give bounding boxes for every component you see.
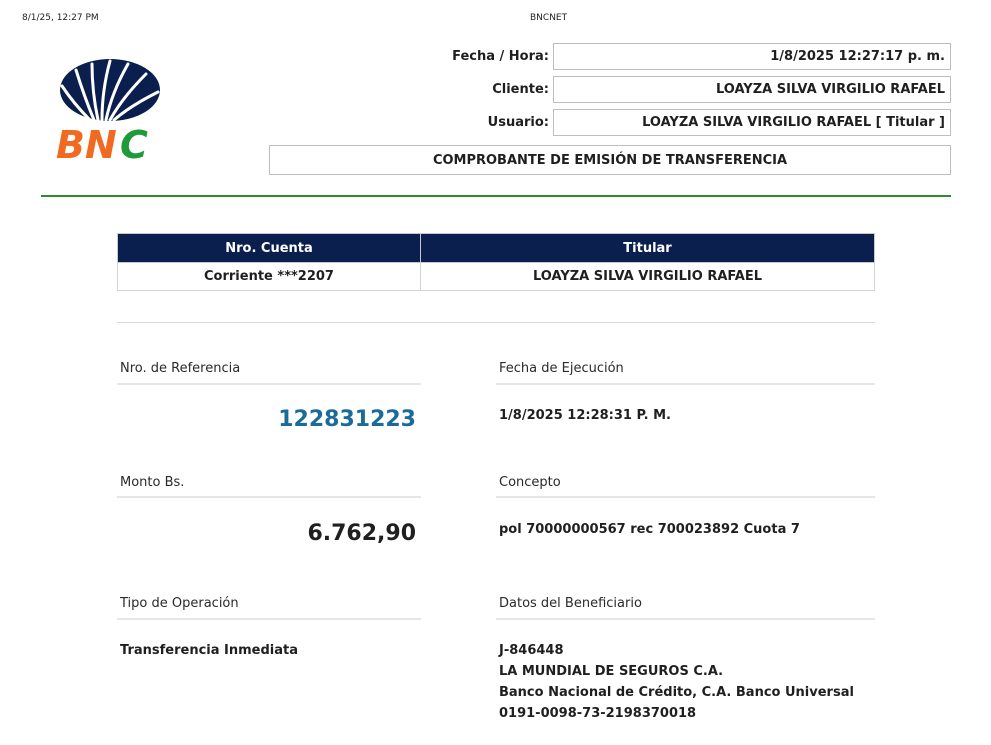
beneficiario-rule (496, 618, 875, 620)
beneficiario-account: 0191-0098-73-2198370018 (499, 706, 697, 721)
bnc-logo-graphic (54, 56, 166, 166)
fecha-hora-value: 1/8/2025 12:27:17 p. m. (553, 43, 951, 70)
fecha-ejecucion-label: Fecha de Ejecución (499, 361, 624, 376)
referencia-rule (117, 383, 421, 385)
tipo-operacion-value: Transferencia Inmediata (120, 643, 299, 658)
monto-value: 6.762,90 (307, 521, 416, 546)
svg-text:BN: BN (56, 123, 117, 166)
bnc-logo (54, 56, 166, 166)
holder-cell: LOAYZA SILVA VIRGILIO RAFAEL (421, 263, 875, 291)
tipo-operacion-rule (117, 618, 421, 620)
beneficiario-block (499, 640, 854, 724)
account-table (117, 233, 875, 291)
concepto-value: pol 70000000567 rec 700023892 Cuota 7 (499, 522, 800, 537)
beneficiario-name: LA MUNDIAL DE SEGUROS C.A. (499, 664, 724, 679)
beneficiario-rif: J-846448 (499, 643, 564, 658)
cliente-label: Cliente: (492, 82, 549, 97)
referencia-value: 122831223 (278, 407, 416, 432)
concepto-label: Concepto (499, 475, 561, 490)
table-row (118, 263, 875, 291)
fecha-ejecucion-value: 1/8/2025 12:28:31 P. M. (499, 408, 671, 423)
beneficiario-label: Datos del Beneficiario (499, 596, 642, 611)
print-timestamp: 8/1/25, 12:27 PM (22, 13, 99, 23)
usuario-value: LOAYZA SILVA VIRGILIO RAFAEL [ Titular ] (553, 109, 951, 136)
beneficiario-bank: Banco Nacional de Crédito, C.A. Banco Universal (499, 685, 854, 700)
referencia-label: Nro. de Referencia (120, 361, 241, 376)
monto-label: Monto Bs. (120, 475, 185, 490)
section-divider (117, 322, 875, 323)
account-column-header: Nro. Cuenta (118, 234, 421, 263)
cliente-value: LOAYZA SILVA VIRGILIO RAFAEL (553, 76, 951, 103)
fecha-ejecucion-rule (496, 383, 875, 385)
concepto-rule (496, 496, 875, 498)
fecha-hora-label: Fecha / Hora: (452, 49, 549, 64)
print-page-title: BNCNET (530, 13, 568, 23)
holder-column-header: Titular (421, 234, 875, 263)
document-title: COMPROBANTE DE EMISIÓN DE TRANSFERENCIA (269, 145, 951, 175)
tipo-operacion-label: Tipo de Operación (120, 596, 239, 611)
monto-rule (117, 496, 421, 498)
svg-text:C: C (120, 123, 148, 166)
header-divider (41, 195, 951, 197)
usuario-label: Usuario: (487, 115, 549, 130)
account-cell: Corriente ***2207 (118, 263, 421, 291)
